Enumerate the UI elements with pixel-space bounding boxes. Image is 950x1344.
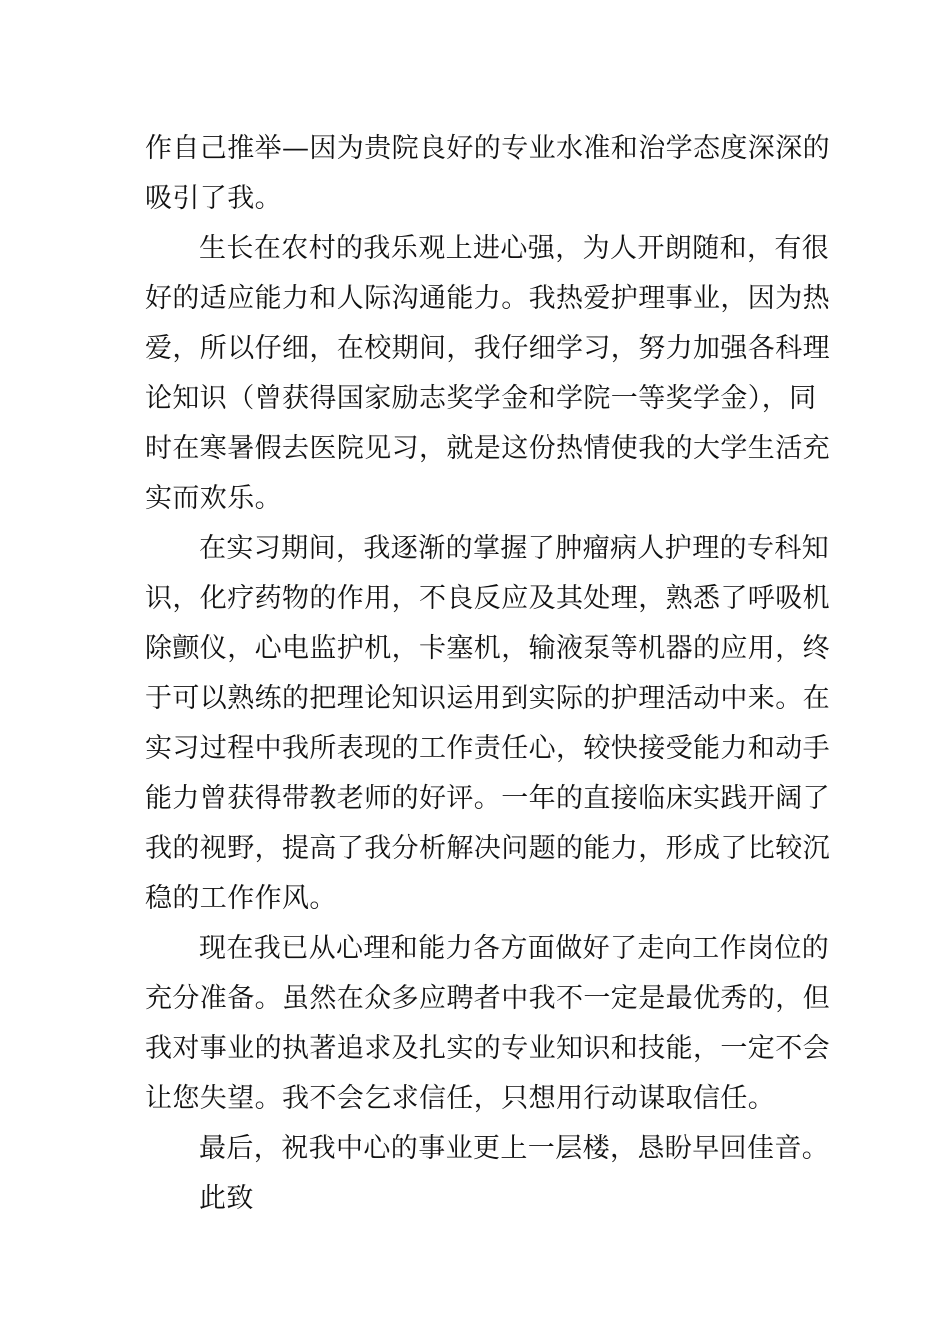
paragraph-2-line-5: 时在寒暑假去医院见习，就是这份热情使我的大学生活充	[145, 433, 830, 464]
paragraph-4-line-4: 让您失望。我不会乞求信任，只想用行动谋取信任。	[145, 1083, 776, 1114]
letter-body	[145, 124, 830, 1224]
paragraph-3-line-3: 除颤仪，心电监护机，卡塞机，输液泵等机器的应用，终	[145, 633, 830, 664]
paragraph-2-line-3: 爱，所以仔细，在校期间，我仔细学习，努力加强各科理	[145, 333, 830, 364]
paragraph-1-line-1: 作自己推举—因为贵院良好的专业水准和治学态度深深的	[145, 133, 830, 164]
paragraph-3-line-7: 我的视野，提高了我分析解决问题的能力，形成了比较沉	[145, 833, 830, 864]
salutation-line: 此致	[199, 1183, 254, 1214]
paragraph-1-line-2: 吸引了我。	[145, 183, 282, 214]
paragraph-3-line-2: 识，化疗药物的作用，不良反应及其处理，熟悉了呼吸机	[145, 583, 830, 614]
closing-wish-line: 最后，祝我中心的事业更上一层楼，恳盼早回佳音。	[199, 1133, 830, 1164]
paragraph-3-line-1: 在实习期间，我逐渐的掌握了肿瘤病人护理的专科知	[199, 533, 830, 564]
paragraph-4-line-1: 现在我已从心理和能力各方面做好了走向工作岗位的	[199, 933, 830, 964]
paragraph-2-line-2: 好的适应能力和人际沟通能力。我热爱护理事业，因为热	[145, 283, 830, 314]
paragraph-2-line-4: 论知识（曾获得国家励志奖学金和学院一等奖学金），同	[145, 383, 817, 414]
paragraph-4-line-3: 我对事业的执著追求及扎实的专业知识和技能，一定不会	[145, 1033, 830, 1064]
paragraph-4-line-2: 充分准备。虽然在众多应聘者中我不一定是最优秀的，但	[145, 983, 830, 1014]
paragraph-3-line-8: 稳的工作作风。	[145, 883, 337, 914]
paragraph-3-line-6: 能力曾获得带教老师的好评。一年的直接临床实践开阔了	[145, 783, 830, 814]
paragraph-2-line-6: 实而欢乐。	[145, 483, 282, 514]
paragraph-3-line-5: 实习过程中我所表现的工作责任心，较快接受能力和动手	[145, 733, 830, 764]
paragraph-2-line-1: 生长在农村的我乐观上进心强，为人开朗随和，有很	[199, 233, 830, 264]
paragraph-3-line-4: 于可以熟练的把理论知识运用到实际的护理活动中来。在	[145, 683, 830, 714]
